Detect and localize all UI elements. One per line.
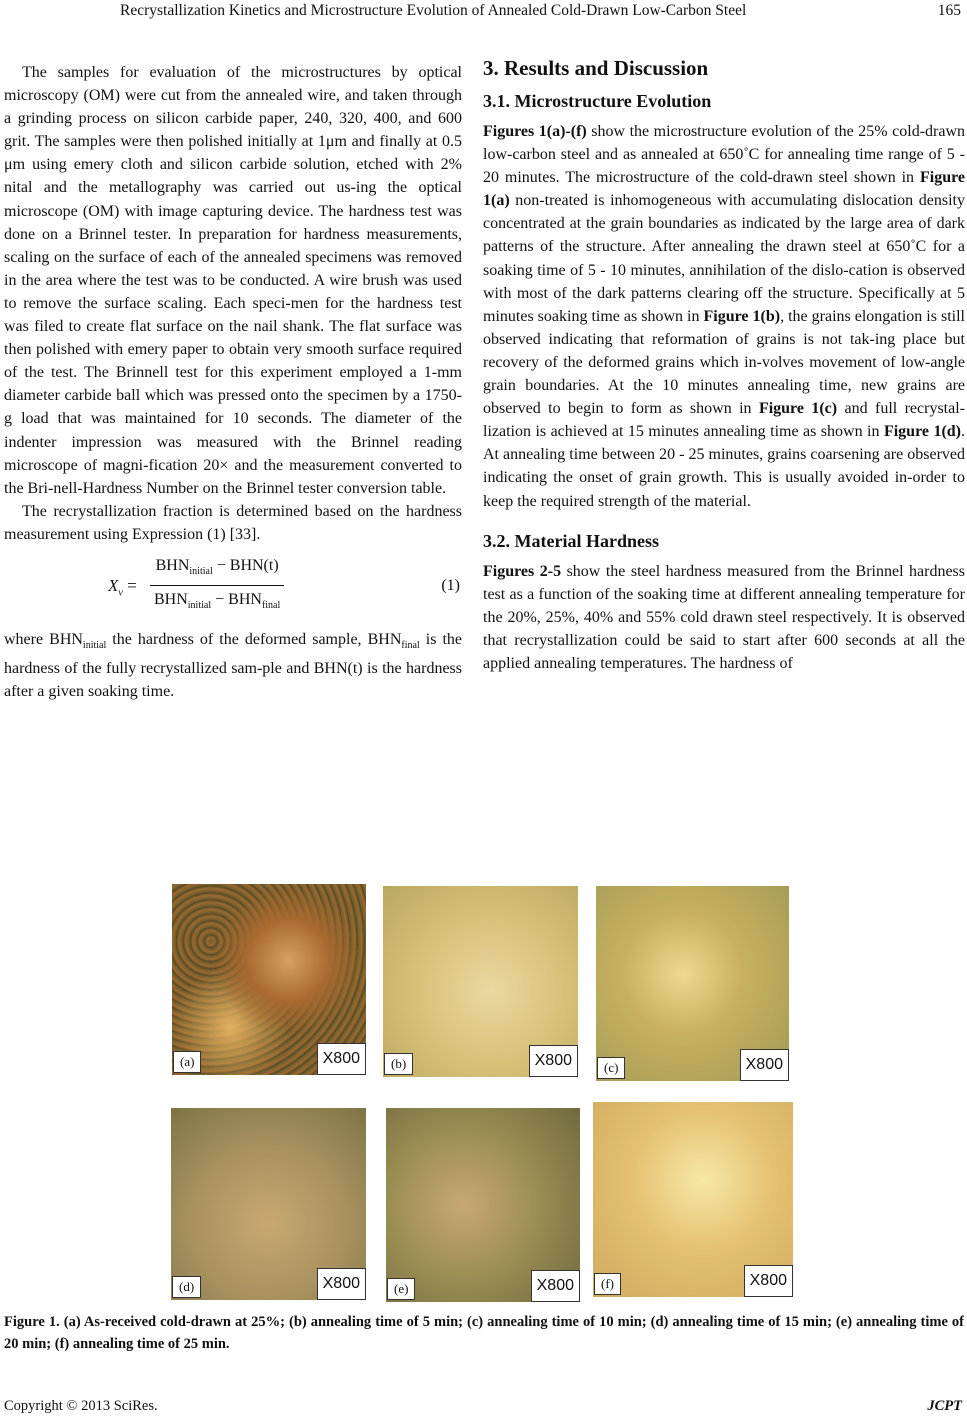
paragraph: The samples for evaluation of the microstructures by optical microscopy (OM) were cut from the annealed wire, and taken through a grinding process on silicon carbide paper, 240, 320, 400, and 600 grit. The samples were then polished initially at 1μm and finally at 0.5 μm using emery cloth and silicon carbide solution, etched with 2% nital and the metallography was carried out us-ing the optical microscope (OM) with image capturing device. The hardness test was done on a Brinnel tester. In preparation for hardness measurements, scaling on the surface of each of the annealed specimens was removed in the area where the test was to be conducted. A wire brush was used to remove the surface scaling. Each speci-men for the hardness test was filed to create flat surface on the nail shank. The flat surface was then polished with emery paper to obtain very smooth surface required of the test. The Brinnell test for this experiment employed a 1-mm diameter carbide ball which was pressed onto the specimen by a 1750-g load that was maintained for 10 seconds. The diameter of the indenter impression was measured with the Brinnel reading microscope of magni-fication 20× and the measurement converted to the Bri-nell-Hardness Number on the Brinnel tester conversion table. xyxy=(4,64,462,497)
micrograph-panel xyxy=(596,886,789,1081)
panel-label: (a) xyxy=(173,1051,201,1073)
text-run: , the grains elongation is still observed indicating that reformation of grains is not tak-ing place but recovery of the deformed grains which in-volves movement of low-angle grain boundaries. At the 10 minutes annealing time, new grains are observed to begin to form as shown in xyxy=(483,307,965,418)
equation-number: (1) xyxy=(441,576,460,594)
micrograph-panel xyxy=(593,1102,793,1297)
panel-label: (c) xyxy=(597,1057,625,1079)
figure-reference: Figures 2-5 xyxy=(483,562,562,580)
text-run: show the microstructure evolution of the 25% cold-drawn low-carbon steel and as annealed at 650˚C for annealing time range of 5 - 20 minutes. The microstructure of the cold-drawn steel shown in xyxy=(483,123,965,187)
magnification-label: X800 xyxy=(317,1268,366,1300)
text-run: and full recrystal-lization is achieved at 15 minutes annealing time as shown in xyxy=(483,400,966,441)
equation-lhs: $X_v$ = xyxy=(108,575,137,599)
panel-label: (e) xyxy=(387,1278,415,1300)
micrograph-panel xyxy=(172,884,366,1075)
paragraph xyxy=(483,120,965,513)
page-number: 165 xyxy=(937,2,961,19)
magnification-label: X800 xyxy=(317,1043,366,1075)
magnification-label: X800 xyxy=(531,1270,580,1302)
figure-reference: Figure 1(b) xyxy=(703,307,781,325)
paragraph: The recrystallization fraction is determined based on the hardness measurement using Expression (1) [33]. xyxy=(4,502,462,543)
figure-caption: Figure 1. (a) As-received cold-drawn at 25%; (b) annealing time of 5 min; (c) annealing time of 10 min; (d) annealing time of 15 min; (e) annealing time of 20 min; (f) annealing time of 25 min. xyxy=(4,1314,964,1352)
paragraph xyxy=(483,560,965,675)
panel-label: (d) xyxy=(172,1276,201,1298)
journal-name: JCPT xyxy=(927,1398,962,1414)
micrograph-panel xyxy=(386,1108,580,1302)
footer xyxy=(4,1398,962,1415)
right-column xyxy=(483,55,965,675)
figure-reference: Figure 1(a) xyxy=(483,169,965,210)
text-run: . At annealing time between 20 - 25 minutes, grains coarsening are observed indicating the onset of grain growth. This is usually avoided in-order to keep the required strength of the material. xyxy=(483,423,965,510)
running-title: Recrystallization Kinetics and Microstructure Evolution of Annealed Cold-Drawn Low-Carbon Steel xyxy=(120,2,747,19)
panel-label: (b) xyxy=(384,1053,413,1075)
subsection-heading: 3.2. Material Hardness xyxy=(483,530,659,551)
figure-reference: Figures 1(a)-(f) xyxy=(483,123,587,140)
panel-label: (f) xyxy=(594,1273,621,1295)
equation-1 xyxy=(4,552,462,626)
figure-reference: Figure 1(d) xyxy=(883,423,961,441)
subsection-heading: 3.1. Microstructure Evolution xyxy=(483,91,712,111)
left-column xyxy=(4,61,462,703)
equation-fraction: $BHN_{initial} - BHN(t)$ $BHN_{initial} - BHN_{final}$ xyxy=(150,554,284,618)
figure-reference: Figure 1(c) xyxy=(758,400,838,418)
copyright: Copyright © 2013 SciRes. xyxy=(4,1398,158,1414)
magnification-label: X800 xyxy=(529,1045,578,1077)
micrograph-panel xyxy=(383,886,578,1077)
micrograph-panel xyxy=(171,1108,366,1300)
magnification-label: X800 xyxy=(740,1049,789,1081)
text-run: show the steel hardness measured from the Brinnel hardness test as a function of the soaking time at different annealing temperature for the 20%, 25%, 40% and 55% cold drawn steel respectively. It is observed that recrystallization could be said to start after 600 seconds at all the applied annealing temperatures. The hardness of xyxy=(483,562,965,672)
paragraph: where $BHN_{initial}$ the hardness of the deformed sample, $BHN_{final}$ is the hardness of the fully recrystallized sam-ple and BHN(t) is the hardness after a given soaking time. xyxy=(4,630,463,701)
text-run: non-treated is inhomogeneous with accumulating dislocation density concentrated at the grain boundaries as indicated by the large area of dark patterns of the structure. After annealing the drawn steel at 650˚C for a soaking time of 5 - 10 minutes, annihilation of the dislo-cation is observed with most of the dark patterns clearing off the structure. Specifically at 5 minutes soaking time as shown in xyxy=(483,192,965,325)
section-heading: 3. Results and Discussion xyxy=(483,56,709,80)
magnification-label: X800 xyxy=(744,1265,793,1297)
